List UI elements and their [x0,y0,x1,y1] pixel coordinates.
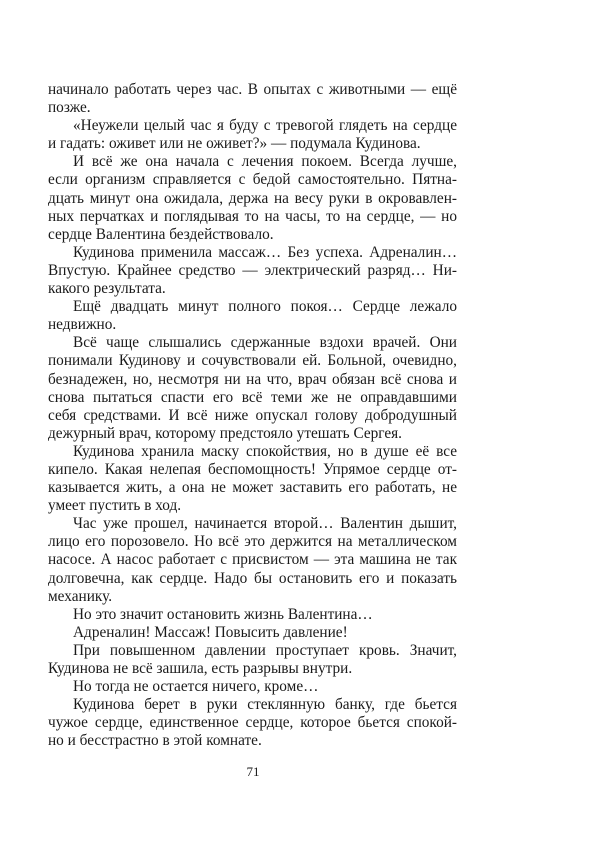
paragraph-first-line: Кудинова берет в руки стеклянную банку, где бьется [73,696,457,714]
text-line: снова пытаться спасти его всё теми же не оправдавшими [48,388,457,406]
paragraph-first-line: Адреналин! Массаж! Повысить давление! [73,623,348,641]
paragraph-first-line: Ещё двадцать минут полного покоя… Сердце лежало [73,298,457,316]
text-line: Кудинова не всё зашила, есть разрывы внутри. [48,660,353,677]
text-line: умеет пустить в ход. [48,497,182,515]
text-line: безнадежен, но, несмотря ни на что, врач обязан всё снова и [48,370,457,388]
text-line: какого результата. [48,280,166,298]
text-line: долговечна, как сердце. Надо бы остановить его и показать [48,569,457,587]
text-line: позже. [48,99,91,117]
text-line: начинало работать через час. В опытах с животными — ещё [48,81,457,98]
text-line: но и бесстрастно в этой комнате. [48,732,262,750]
text-line: насосе. А насос работает с присвистом — эта машина не так [48,551,457,569]
text-line: себя средствами. И всё ниже опускал голову добродушный [48,406,457,424]
text-line: механику. [48,587,113,605]
paragraph-first-line: Но это значит остановить жизнь Валентина… [73,605,373,623]
text-line: казывается жить, а она не может заставить его работать, не [48,479,457,497]
text-line: дежурный врач, которому предстояло утешать Сергея. [48,424,403,442]
text-line: лицо его порозовело. Но всё это держится на металлическом [48,533,457,551]
paragraph-first-line: Кудинова хранила маску спокойствия, но в душе её все [73,442,457,460]
paragraph-first-line: При повышенном давлении проступает кровь. Значит, [73,641,457,659]
text-line: и гадать: оживет или не оживет?» — подумала Кудинова. [48,135,421,153]
paragraph-first-line: Час уже прошел, начинается второй… Валентин дышит, [73,515,457,533]
text-line: понимали Кудинову и сочувствовали ей. Больной, очевидно, [48,352,457,370]
text-line: дцать минут она ожидала, держа на весу руки в окровавлен- [48,189,457,207]
paragraph-first-line: Но тогда не остается ничего, кроме… [73,678,319,696]
text-line: если организм справляется с бедой самостоятельно. Пятна- [48,171,457,189]
paragraph-first-line: «Неужели целый час я буду с тревогой глядеть на сердце [73,117,457,135]
text-line: Впустую. Крайнее средство — электрический разряд… Ни- [48,261,457,279]
text-line: чужое сердце, единственное сердце, которое бьется спокой- [48,714,457,732]
text-line: сердце Валентина бездействовало. [48,225,274,243]
paragraph-first-line: Кудинова применила массаж… Без успеха. Адреналин… [73,243,457,261]
page-number: 71 [246,764,260,779]
body-text [48,81,457,750]
text-line: ных перчатках и поглядывая то на часы, то на сердце, — но [48,207,457,225]
text-line: кипело. Какая нелепая беспомощность! Упрямое сердце от- [48,460,457,478]
paragraph-first-line: Всё чаще слышались сдержанные вздохи врачей. Они [73,334,457,352]
paragraph-first-line: И всё же она начала с лечения покоем. Всегда лучше, [73,153,457,171]
text-line: недвижно. [48,316,117,334]
